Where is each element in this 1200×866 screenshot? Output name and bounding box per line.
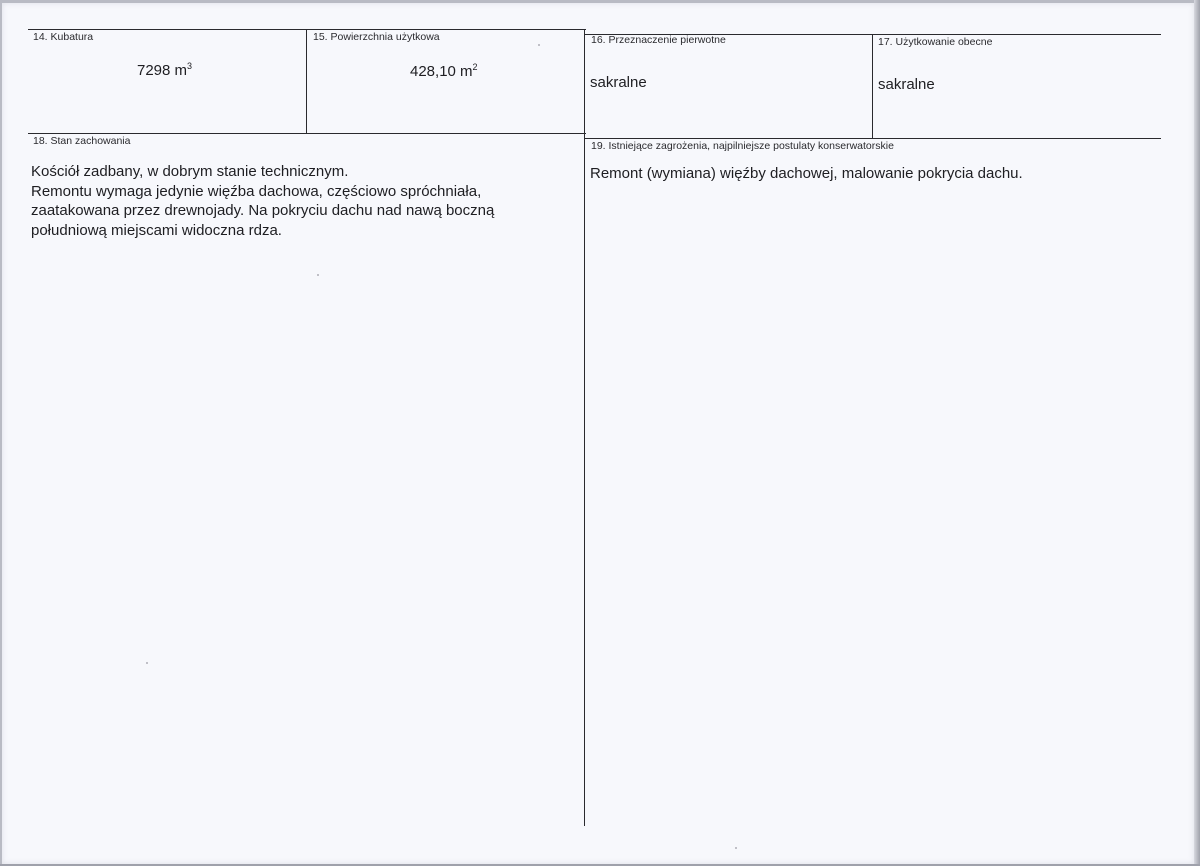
scan-speck [735,847,737,849]
uzytkowanie-value: sakralne [878,76,935,93]
scan-speck [146,662,148,664]
kubatura-value [137,61,192,79]
powierzchnia-unit-exponent: 2 [472,62,478,72]
divider-14-15 [306,30,307,134]
stan-text [31,162,494,240]
powierzchnia-label: 15. Powierzchnia użytkowa [313,31,440,43]
stan-label: 18. Stan zachowania [33,135,131,147]
scan-speck [317,274,319,276]
kubatura-number: 7298 m [137,62,188,79]
przeznaczenie-value: sakralne [590,74,647,91]
top-row-upper-line [28,29,586,30]
uzytkowanie-label: 17. Użytkowanie obecne [878,36,993,48]
stan-line: Remontu wymaga jedynie więźba dachowa, częściowo spróchniała, [31,182,482,200]
top-row-lower-line-right [585,138,1161,139]
stan-line: zaatakowana przez drewnojady. Na pokryciu dachu nad nawą boczną [31,202,495,219]
zagrozenia-label: 19. Istniejące zagrożenia, najpilniejsze postulaty konserwatorskie [591,140,894,152]
powierzchnia-value [410,62,478,80]
kubatura-unit-exponent: 3 [187,61,193,71]
stan-line: południową miejscami widoczna rdza. [31,221,282,239]
scan-speck [538,44,540,46]
top-row-lower-line-left [28,133,586,134]
zagrozenia-text: Remont (wymiana) więźby dachowej, malowanie pokrycia dachu. [590,165,1023,182]
powierzchnia-number: 428,10 m [410,63,473,80]
kubatura-label: 14. Kubatura [33,31,94,43]
divider-main-vertical [584,30,585,826]
divider-16-17 [872,35,873,139]
scan-edge-right [1194,0,1200,866]
przeznaczenie-label: 16. Przeznaczenie pierwotne [591,34,726,46]
stan-line: Kościół zadbany, w dobrym stanie technicznym. [31,163,349,180]
